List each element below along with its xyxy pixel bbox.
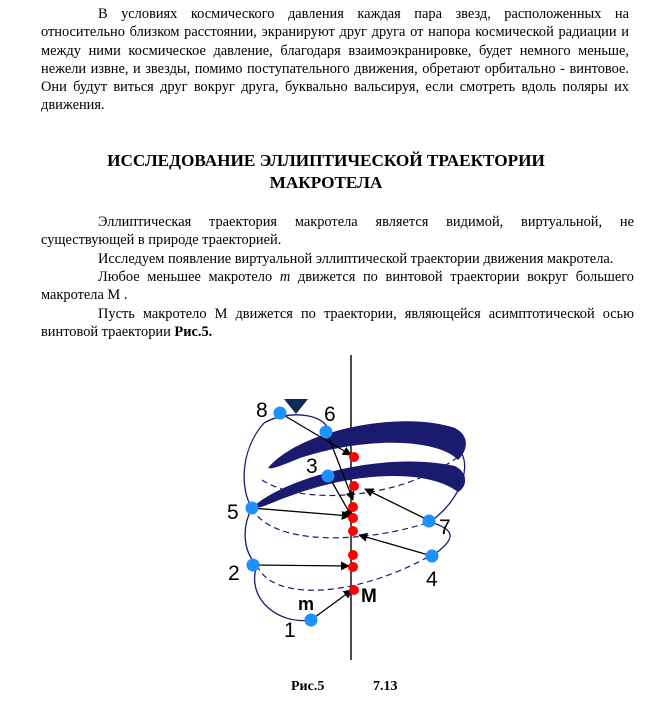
arrow-5-to-axis bbox=[252, 508, 350, 516]
satellite-point-4 bbox=[426, 550, 439, 563]
paragraph-smaller-body-text-b: движется по винтовой траектории вокруг большего макротела М . bbox=[41, 269, 634, 304]
large-body-label: M bbox=[361, 586, 377, 607]
satellite-point-5 bbox=[246, 502, 259, 515]
figure-label: Рис.5 bbox=[291, 679, 325, 694]
arrow-7-to-axis bbox=[365, 489, 428, 520]
small-body-symbol: m bbox=[279, 269, 291, 285]
axis-point bbox=[348, 513, 358, 523]
satellite-point-6 bbox=[320, 426, 333, 439]
arrow-2-to-axis bbox=[253, 565, 349, 566]
axis-point bbox=[349, 481, 359, 491]
page-number: 7.13 bbox=[373, 679, 398, 694]
satellite-point-7 bbox=[423, 515, 436, 528]
point-label-5: 5 bbox=[227, 501, 239, 524]
paragraph-smaller-body-text-a: Любое меньшее макротело bbox=[98, 269, 280, 285]
point-label-4: 4 bbox=[426, 568, 438, 591]
point-label-7: 7 bbox=[439, 516, 451, 539]
paragraph-investigate: Исследуем появление виртуальной эллиптической траектории движения макротела. bbox=[98, 251, 614, 267]
intro-paragraph: В условиях космического давления каждая пара звезд, расположенных на относительно близком расстоянии, экранируют друг друга от напора космической радиации и между ними космическое давление, благодаря взаимоэкранировке, будет немного меньше, нежели извне, и звезды, помимо поступательного движения, обретают орбитально - винтовое. Они будут виться друг вокруг друга, буквально вальсируя, если смотреть вдоль поляры их движения. bbox=[41, 6, 629, 114]
paragraph-let-body-text: Пусть макротело М движется по траектории, являющейся асимптотической осью винтовой траектории bbox=[41, 306, 634, 341]
paragraph-elliptic-trajectory: Эллиптическая траектория макротела является видимой, виртуальной, не существующей в природе траекторией. bbox=[41, 214, 634, 249]
axis-point bbox=[348, 562, 358, 572]
axis-point bbox=[349, 452, 359, 462]
satellite-point-3 bbox=[322, 470, 335, 483]
point-label-2: 2 bbox=[228, 562, 240, 585]
axis-point bbox=[348, 526, 358, 536]
arrow-1-to-axis bbox=[311, 590, 352, 620]
direction-triangle-icon bbox=[284, 399, 308, 414]
satellite-point-8 bbox=[274, 407, 287, 420]
satellite-point-2 bbox=[247, 559, 260, 572]
figure-reference: Рис.5. bbox=[174, 324, 213, 341]
satellite-point-1 bbox=[305, 614, 318, 627]
axis-point-M bbox=[349, 585, 359, 595]
section-heading-line-2: МАКРОТЕЛА bbox=[269, 173, 383, 192]
point-label-1: 1 bbox=[284, 619, 296, 642]
point-label-6: 6 bbox=[324, 403, 336, 426]
helix-thick-bands bbox=[252, 421, 466, 508]
helix-band-upper bbox=[268, 421, 466, 468]
point-label-3: 3 bbox=[306, 455, 318, 478]
axis-point bbox=[348, 502, 358, 512]
section-heading-line-1: ИССЛЕДОВАНИЕ ЭЛЛИПТИЧЕСКОЙ ТРАЕКТОРИИ bbox=[107, 151, 545, 170]
axis-point bbox=[348, 550, 358, 560]
point-label-8: 8 bbox=[256, 399, 268, 422]
small-body-label: m bbox=[298, 594, 315, 614]
arrow-4-to-axis bbox=[359, 535, 432, 556]
